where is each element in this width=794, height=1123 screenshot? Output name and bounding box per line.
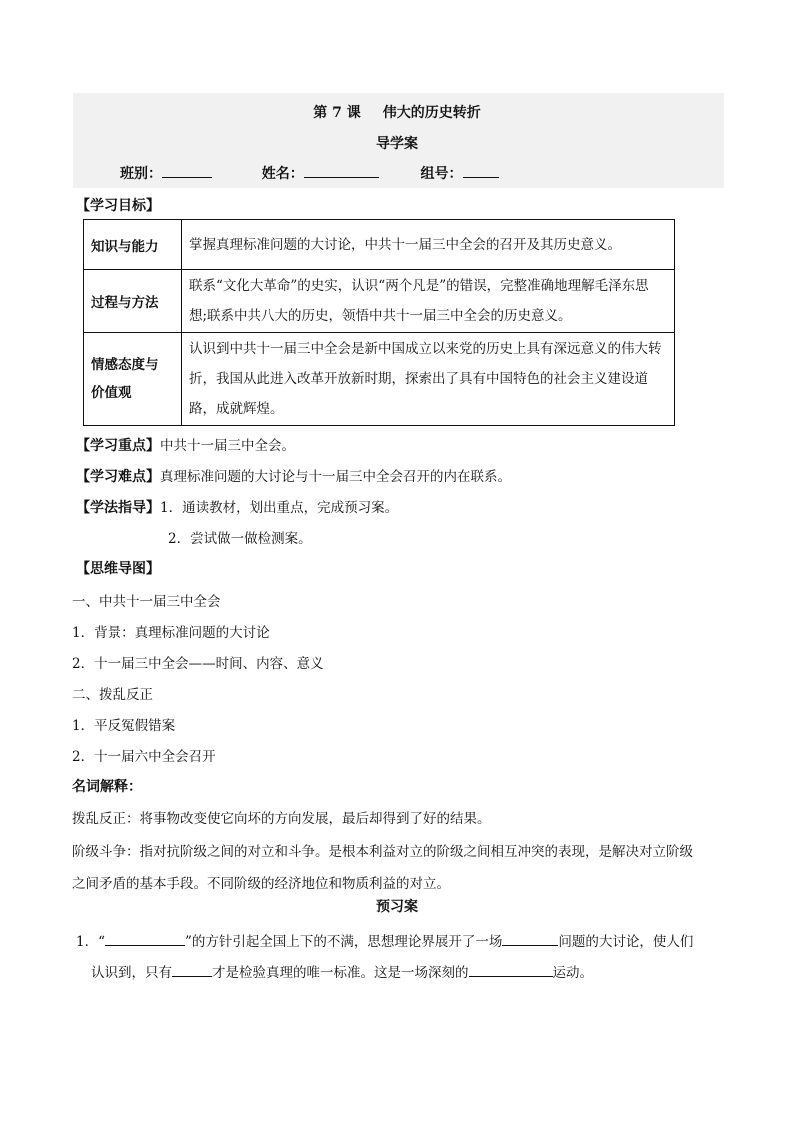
difficulties-heading: 【学习难点】 bbox=[76, 469, 160, 485]
objectives-heading: 【学习目标】 bbox=[76, 198, 160, 214]
objectives-table bbox=[83, 219, 675, 426]
mind-map-line: 1．平反冤假错案 bbox=[72, 718, 176, 734]
answer-blank[interactable] bbox=[105, 930, 185, 946]
question-text: 认识到，只有 bbox=[91, 965, 172, 981]
lesson-title bbox=[0, 102, 794, 122]
lesson-name: 伟大的历史转折 bbox=[382, 105, 481, 121]
objective-label: 过程与方法 bbox=[84, 270, 182, 333]
mind-map-line: 1．背景：真理标准问题的大讨论 bbox=[72, 625, 270, 641]
lesson-number: 第 7 课 bbox=[313, 105, 361, 121]
table-row bbox=[84, 220, 675, 270]
name-field[interactable] bbox=[304, 163, 379, 178]
name-label: 姓名： bbox=[261, 166, 304, 182]
group-field[interactable] bbox=[463, 163, 499, 178]
question-1-cont bbox=[91, 961, 593, 981]
objective-label: 情感态度与价值观 bbox=[84, 333, 182, 426]
question-text: 才是检验真理的唯一标准。这是一场深刻的 bbox=[212, 965, 469, 981]
objective-label: 知识与能力 bbox=[84, 220, 182, 270]
glossary-entry: 拨乱反正：将事物改变使它向坏的方向发展，最后却得到了好的结果。 bbox=[72, 811, 491, 827]
student-info bbox=[120, 163, 499, 183]
table-row bbox=[84, 333, 675, 426]
objective-text: 认识到中共十一届三中全会是新中国成立以来党的历史上具有深远意义的伟大转折，我国从此进入改革开放新时期，探索出了具有中国特色的社会主义建设道路，成就辉煌。 bbox=[182, 333, 675, 426]
preview-heading: 预习案 bbox=[376, 899, 418, 915]
key-points-text: 中共十一届三中全会。 bbox=[160, 438, 295, 454]
mind-map-heading: 【思维导图】 bbox=[76, 561, 160, 577]
question-number: 1．“ bbox=[76, 934, 105, 950]
question-text: 运动。 bbox=[552, 965, 593, 981]
method-item: 1．通读教材，划出重点，完成预习案。 bbox=[160, 500, 399, 516]
mind-map-line: 2．十一届六中全会召开 bbox=[72, 749, 216, 765]
difficulties-text: 真理标准问题的大讨论与十一届三中全会召开的内在联系。 bbox=[160, 469, 511, 485]
key-points bbox=[76, 434, 295, 455]
mind-map-line: 2．十一届三中全会——时间、内容、意义 bbox=[72, 656, 324, 672]
key-points-heading: 【学习重点】 bbox=[76, 438, 160, 454]
class-label: 班别： bbox=[120, 166, 162, 182]
method-heading: 【学法指导】 bbox=[76, 500, 160, 516]
question-text: 问题的大讨论，使人们 bbox=[558, 934, 694, 950]
mind-map-line: 二、拨乱反正 bbox=[72, 687, 153, 703]
answer-blank[interactable] bbox=[502, 930, 558, 946]
page-subtitle: 导学案 bbox=[376, 136, 418, 152]
answer-blank[interactable] bbox=[469, 961, 553, 977]
objective-text: 联系“文化大革命”的史实，认识“两个凡是”的错误，完整准确地理解毛泽东思想;联系中共八大的历史，领悟中共十一届三中全会的历史意义。 bbox=[182, 270, 675, 333]
glossary-entry: 之间矛盾的基本手段。不同阶级的经济地位和物质利益的对立。 bbox=[72, 876, 450, 892]
class-field[interactable] bbox=[162, 163, 212, 178]
difficulties bbox=[76, 465, 511, 486]
method bbox=[76, 496, 398, 517]
question-text: ”的方针引起全国上下的不满，思想理论界展开了一场 bbox=[185, 934, 503, 950]
mind-map-line: 一、中共十一届三中全会 bbox=[72, 594, 221, 610]
table-row bbox=[84, 270, 675, 333]
glossary-heading: 名词解释： bbox=[72, 779, 142, 795]
answer-blank[interactable] bbox=[172, 961, 212, 977]
method-item: 2．尝试做一做检测案。 bbox=[168, 531, 312, 547]
glossary-entry: 阶级斗争：指对抗阶级之间的对立和斗争。是根本利益对立的阶级之间相互冲突的表现，是解决对立阶级 bbox=[72, 844, 693, 860]
group-label: 组号： bbox=[420, 166, 463, 182]
objective-text: 掌握真理标准问题的大讨论，中共十一届三中全会的召开及其历史意义。 bbox=[182, 220, 675, 270]
question-1 bbox=[76, 930, 693, 950]
